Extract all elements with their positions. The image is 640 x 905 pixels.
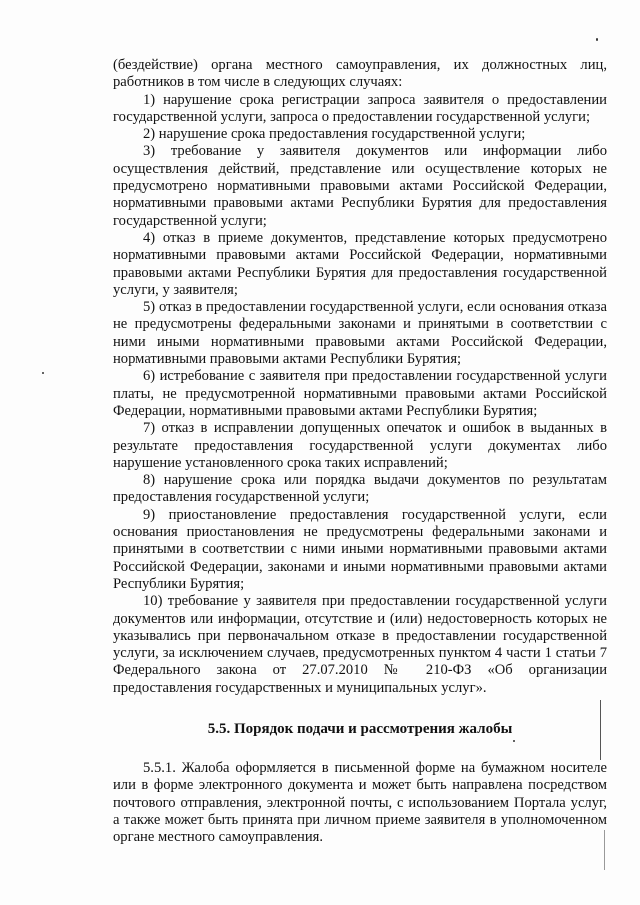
list-item: 8) нарушение срока или порядка выдачи документов по результатам предоставления государственной услуги;: [113, 472, 607, 506]
list-item: 1) нарушение срока регистрации запроса заявителя о предоставлении государственной услуги, запроса о предоставлении государственной услуги;: [113, 91, 607, 125]
list-item: 5) отказ в предоставлении государственной услуги, если основания отказа не предусмотрены федеральными законами и принятыми в соответствии с ними иными нормативными правовыми актами Российской Федерации, нормативными правовыми актами Республики Бурятия;: [113, 299, 607, 368]
list-item: 10) требование у заявителя при предоставлении государственной услуги документов или информации, отсутствие и (или) недостоверность которых не указывались при первоначальном отказе в предоставлении государственной услуги, за исключением случаев, предусмотренных пунктом 4 части 1 статьи 7 Федерального закона от 27.07.2010 № 210-ФЗ «Об организации предоставления государственных и муниципальных услуг».: [113, 593, 607, 696]
list-item: 7) отказ в исправлении допущенных опечаток и ошибок в выданных в результате предоставления государственной услуги документах либо нарушение установленного срока таких исправлений;: [113, 420, 607, 471]
scan-speck: [513, 740, 515, 742]
list-item: 3) требование у заявителя документов или информации либо осуществления действий, представление или осуществление которых не предусмотрено нормативными правовыми актами Российской Федерации, нормативными правовыми актами Республики Бурятия для предоставления государственной услуги;: [113, 143, 607, 229]
intro-paragraph: (бездействие) органа местного самоуправления, их должностных лиц, работников в том числе в следующих случаях:: [113, 57, 607, 91]
scan-speck: [42, 372, 44, 374]
scan-speck: [596, 38, 598, 41]
list-item: 2) нарушение срока предоставления государственной услуги;: [143, 126, 526, 143]
document-body: [113, 57, 607, 846]
scan-edge-line: [600, 700, 601, 760]
list-item: 6) истребование с заявителя при предоставлении государственной услуги платы, не предусмотренной нормативными правовыми актами Российской Федерации, нормативными правовыми актами Республики Бурятия;: [113, 368, 607, 419]
section-heading: 5.5. Порядок подачи и рассмотрения жалобы: [207, 720, 513, 737]
list-item: 4) отказ в приеме документов, представление которых предусмотрено нормативными правовыми актами Российской Федерации, нормативными правовыми актами Республики Бурятия для предоставления государственной услуги, у заявителя;: [113, 229, 607, 298]
section-paragraph: 5.5.1. Жалоба оформляется в письменной форме на бумажном носителе или в форме электронного документа и может быть направлена посредством почтового отправления, электронной почты, с использованием Портала услуг, а также может быть принята при личном приеме заявителя в уполномоченном органе местного самоуправления.: [113, 759, 607, 846]
scan-edge-line: [604, 830, 605, 870]
list-item: 9) приостановление предоставления государственной услуги, если основания приостановления не предусмотрены федеральными законами и принятыми в соответствии с ними иными нормативными правовыми актами Российской Федерации, законами и иными нормативными правовыми актами Республики Бурятия;: [113, 506, 607, 592]
